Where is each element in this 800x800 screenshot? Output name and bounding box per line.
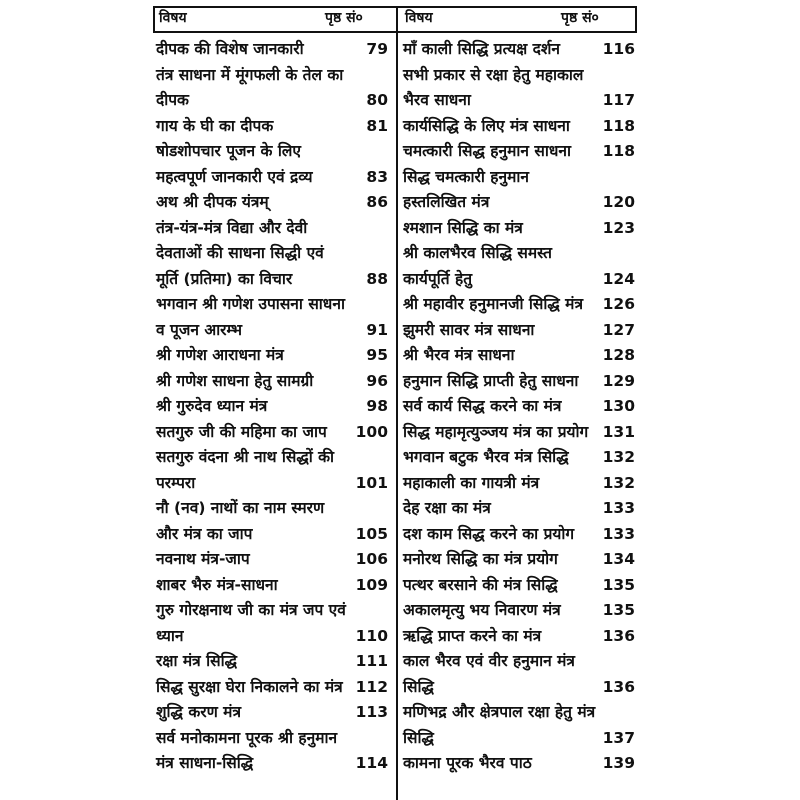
toc-entry-title: गाय के घी का दीपक bbox=[156, 116, 274, 135]
toc-entry-title: रक्षा मंत्र सिद्धि bbox=[156, 652, 237, 670]
toc-entry-page: 133 bbox=[602, 524, 635, 543]
toc-entry-page: 118 bbox=[602, 116, 635, 135]
toc-entry-title: अकालमृत्यु भय निवारण मंत्र bbox=[403, 601, 561, 619]
toc-entry-page: 113 bbox=[355, 703, 388, 721]
toc-entry-title: श्मशान सिद्धि का मंत्र bbox=[403, 218, 523, 237]
toc-entry-title: भैरव साधना bbox=[403, 91, 471, 109]
toc-entry-title: ध्यान bbox=[156, 626, 184, 645]
toc-row bbox=[156, 241, 394, 267]
toc-entry-title: महाकाली का गायत्री मंत्र bbox=[403, 473, 540, 492]
toc-row bbox=[403, 624, 641, 650]
toc-entry-page: 106 bbox=[355, 550, 388, 568]
toc-entry-title: श्री गणेश आराधना मंत्र bbox=[156, 346, 284, 364]
toc-row bbox=[403, 496, 641, 522]
toc-entry-title: तंत्र-यंत्र-मंत्र विद्या और देवी bbox=[156, 218, 308, 237]
toc-entry-page: 127 bbox=[602, 320, 635, 339]
toc-entry-title: सिद्ध चमत्कारी हनुमान bbox=[403, 167, 529, 186]
toc-entry-title: श्री गणेश साधना हेतु सामग्री bbox=[156, 371, 314, 390]
toc-row bbox=[403, 445, 641, 471]
toc-entry-page: 112 bbox=[355, 677, 388, 696]
toc-entry-title: हनुमान सिद्धि प्राप्ती हेतु साधना bbox=[403, 371, 579, 390]
toc-row bbox=[156, 37, 394, 63]
toc-entry-title: शाबर भैरु मंत्र-साधना bbox=[156, 575, 278, 594]
toc-row bbox=[403, 471, 641, 497]
table-of-contents bbox=[153, 6, 641, 800]
toc-entry-page: 136 bbox=[602, 677, 635, 696]
toc-entry-title: और मंत्र का जाप bbox=[156, 524, 253, 543]
toc-entry-title: सभी प्रकार से रक्षा हेतु महाकाल bbox=[403, 65, 584, 84]
toc-entry-title: सिद्धि bbox=[403, 677, 434, 696]
toc-row bbox=[156, 420, 394, 446]
toc-entry-title: सर्व कार्य सिद्ध करने का मंत्र bbox=[403, 397, 562, 415]
toc-entry-title: मनोरथ सिद्धि का मंत्र प्रयोग bbox=[403, 550, 558, 568]
column-divider bbox=[396, 6, 398, 800]
toc-entry-page: 135 bbox=[602, 601, 635, 619]
toc-entry-page: 137 bbox=[602, 728, 635, 747]
toc-entry-page: 118 bbox=[602, 142, 635, 160]
toc-row bbox=[403, 88, 641, 114]
toc-row bbox=[403, 394, 641, 420]
toc-entry-page: 133 bbox=[602, 499, 635, 517]
toc-row bbox=[156, 547, 394, 573]
toc-entry-title: दश काम सिद्ध करने का प्रयोग bbox=[403, 524, 575, 543]
toc-entry-page: 95 bbox=[366, 346, 388, 364]
toc-row bbox=[403, 216, 641, 242]
toc-row bbox=[156, 190, 394, 216]
toc-row bbox=[156, 292, 394, 318]
toc-entry-page: 120 bbox=[602, 193, 635, 211]
toc-entry-page: 128 bbox=[602, 346, 635, 364]
toc-row bbox=[403, 37, 641, 63]
toc-entry-title: नौ (नव) नाथों का नाम स्मरण bbox=[156, 499, 325, 517]
toc-entry-title: चमत्कारी सिद्ध हनुमान साधना bbox=[403, 142, 571, 160]
toc-row bbox=[156, 700, 394, 726]
toc-entry-title: देवताओं की साधना सिद्धी एवं bbox=[156, 244, 324, 262]
toc-row bbox=[156, 726, 394, 752]
toc-entry-page: 124 bbox=[602, 269, 635, 288]
toc-row bbox=[403, 114, 641, 140]
toc-entry-title: श्री महावीर हनुमानजी सिद्धि मंत्र bbox=[403, 295, 584, 313]
toc-row bbox=[156, 267, 394, 293]
toc-row bbox=[156, 114, 394, 140]
toc-entry-title: दीपक bbox=[156, 91, 189, 109]
toc-entry-title: मंत्र साधना-सिद्धि bbox=[156, 754, 254, 772]
toc-entry-page: 130 bbox=[602, 397, 635, 415]
toc-row bbox=[156, 471, 394, 497]
toc-entry-title: सिद्ध सुरक्षा घेरा निकालने का मंत्र bbox=[156, 677, 343, 696]
toc-row bbox=[156, 496, 394, 522]
toc-row bbox=[156, 522, 394, 548]
header-right-subject: विषय bbox=[405, 10, 433, 26]
toc-row bbox=[403, 369, 641, 395]
toc-entry-title: सतगुरु जी की महिमा का जाप bbox=[156, 422, 327, 441]
header-left-page: पृष्ठ सं० bbox=[325, 10, 363, 26]
toc-entry-page: 105 bbox=[355, 524, 388, 543]
toc-row bbox=[403, 547, 641, 573]
toc-entry-title: भगवान श्री गणेश उपासना साधना bbox=[156, 295, 345, 313]
toc-entry-title: षोडशोपचार पूजन के लिए bbox=[156, 142, 301, 160]
toc-row bbox=[156, 63, 394, 89]
toc-entry-page: 135 bbox=[602, 575, 635, 594]
toc-row bbox=[156, 216, 394, 242]
toc-row bbox=[156, 573, 394, 599]
toc-row bbox=[403, 726, 641, 752]
toc-entry-title: पत्थर बरसाने की मंत्र सिद्धि bbox=[403, 575, 558, 594]
toc-entry-page: 110 bbox=[355, 626, 388, 645]
toc-entry-page: 96 bbox=[366, 371, 388, 390]
toc-row bbox=[403, 267, 641, 293]
toc-entry-title: सिद्धि bbox=[403, 728, 434, 747]
toc-row bbox=[403, 190, 641, 216]
toc-entry-title: तंत्र साधना में मूंगफली के तेल का bbox=[156, 65, 344, 84]
toc-entry-page: 79 bbox=[366, 40, 388, 58]
toc-row bbox=[403, 700, 641, 726]
toc-entry-title: श्री भैरव मंत्र साधना bbox=[403, 346, 515, 364]
toc-entry-page: 111 bbox=[355, 652, 388, 670]
toc-row bbox=[156, 88, 394, 114]
toc-row bbox=[403, 751, 641, 777]
toc-row bbox=[156, 165, 394, 191]
right-column bbox=[403, 37, 641, 777]
toc-row bbox=[156, 445, 394, 471]
toc-row bbox=[156, 751, 394, 777]
toc-row bbox=[156, 624, 394, 650]
toc-entry-page: 83 bbox=[366, 167, 388, 186]
toc-entry-page: 126 bbox=[602, 295, 635, 313]
toc-row bbox=[403, 598, 641, 624]
toc-row bbox=[156, 343, 394, 369]
toc-row bbox=[403, 139, 641, 165]
toc-entry-page: 114 bbox=[355, 754, 388, 772]
toc-entry-title: माँ काली सिद्धि प्रत्यक्ष दर्शन bbox=[403, 40, 560, 58]
toc-entry-title: कामना पूरक भैरव पाठ bbox=[403, 754, 532, 772]
toc-row bbox=[156, 675, 394, 701]
toc-row bbox=[403, 573, 641, 599]
toc-row bbox=[403, 241, 641, 267]
toc-entry-page: 132 bbox=[602, 448, 635, 466]
toc-entry-title: झुमरी सावर मंत्र साधना bbox=[403, 320, 535, 339]
toc-row bbox=[156, 598, 394, 624]
toc-entry-title: सिद्ध महामृत्युञ्जय मंत्र का प्रयोग bbox=[403, 422, 589, 441]
toc-entry-page: 98 bbox=[366, 397, 388, 415]
toc-entry-title: गुरु गोरक्षनाथ जी का मंत्र जप एवं bbox=[156, 601, 346, 619]
toc-entry-title: सर्व मनोकामना पूरक श्री हनुमान bbox=[156, 728, 338, 747]
toc-row bbox=[156, 318, 394, 344]
toc-entry-title: काल भैरव एवं वीर हनुमान मंत्र bbox=[403, 652, 575, 670]
toc-entry-page: 131 bbox=[602, 422, 635, 441]
toc-entry-title: महत्वपूर्ण जानकारी एवं द्रव्य bbox=[156, 167, 313, 186]
toc-row bbox=[403, 343, 641, 369]
toc-entry-page: 123 bbox=[602, 218, 635, 237]
header-left-subject: विषय bbox=[159, 10, 187, 26]
toc-entry-page: 139 bbox=[602, 754, 635, 772]
toc-entry-page: 116 bbox=[602, 40, 635, 58]
toc-row bbox=[156, 649, 394, 675]
toc-row bbox=[403, 318, 641, 344]
toc-entry-page: 129 bbox=[602, 371, 635, 390]
toc-row bbox=[156, 369, 394, 395]
toc-entry-title: अथ श्री दीपक यंत्रम् bbox=[156, 193, 269, 211]
toc-entry-title: दीपक की विशेष जानकारी bbox=[156, 40, 304, 58]
toc-entry-title: सतगुरु वंदना श्री नाथ सिद्धों की bbox=[156, 448, 335, 466]
toc-entry-page: 136 bbox=[602, 626, 635, 645]
toc-entry-title: भगवान बटुक भैरव मंत्र सिद्धि bbox=[403, 448, 569, 466]
toc-entry-title: देह रक्षा का मंत्र bbox=[403, 499, 491, 517]
toc-entry-page: 88 bbox=[366, 269, 388, 288]
toc-entry-title: परम्परा bbox=[156, 473, 196, 492]
toc-entry-title: शुद्धि करण मंत्र bbox=[156, 703, 242, 721]
toc-row bbox=[403, 649, 641, 675]
toc-entry-title: नवनाथ मंत्र-जाप bbox=[156, 550, 250, 568]
toc-entry-page: 91 bbox=[366, 320, 388, 339]
header-right-page: पृष्ठ सं० bbox=[561, 10, 599, 26]
toc-entry-page: 80 bbox=[366, 91, 388, 109]
toc-row bbox=[403, 522, 641, 548]
toc-entry-title: श्री गुरुदेव ध्यान मंत्र bbox=[156, 397, 268, 415]
toc-entry-title: कार्यसिद्धि के लिए मंत्र साधना bbox=[403, 116, 570, 135]
toc-entry-page: 132 bbox=[602, 473, 635, 492]
toc-entry-title: मणिभद्र और क्षेत्रपाल रक्षा हेतु मंत्र bbox=[403, 703, 596, 721]
toc-row bbox=[403, 292, 641, 318]
toc-row bbox=[156, 139, 394, 165]
toc-entry-title: कार्यपूर्ति हेतु bbox=[403, 269, 473, 288]
toc-row bbox=[403, 420, 641, 446]
left-column bbox=[156, 37, 394, 777]
toc-row bbox=[156, 394, 394, 420]
toc-row bbox=[403, 675, 641, 701]
toc-entry-title: हस्तलिखित मंत्र bbox=[403, 193, 490, 211]
toc-entry-title: व पूजन आरम्भ bbox=[156, 320, 243, 339]
toc-entry-title: ऋद्धि प्राप्त करने का मंत्र bbox=[403, 626, 542, 645]
toc-entry-page: 81 bbox=[366, 116, 388, 135]
toc-entry-page: 109 bbox=[355, 575, 388, 594]
toc-entry-page: 86 bbox=[366, 193, 388, 211]
toc-row bbox=[403, 165, 641, 191]
toc-entry-page: 134 bbox=[602, 550, 635, 568]
toc-entry-title: श्री कालभैरव सिद्धि समस्त bbox=[403, 244, 552, 262]
toc-entry-page: 100 bbox=[355, 422, 388, 441]
toc-entry-page: 101 bbox=[355, 473, 388, 492]
toc-entry-title: मूर्ति (प्रतिमा) का विचार bbox=[156, 269, 293, 288]
toc-row bbox=[403, 63, 641, 89]
toc-entry-page: 117 bbox=[602, 91, 635, 109]
